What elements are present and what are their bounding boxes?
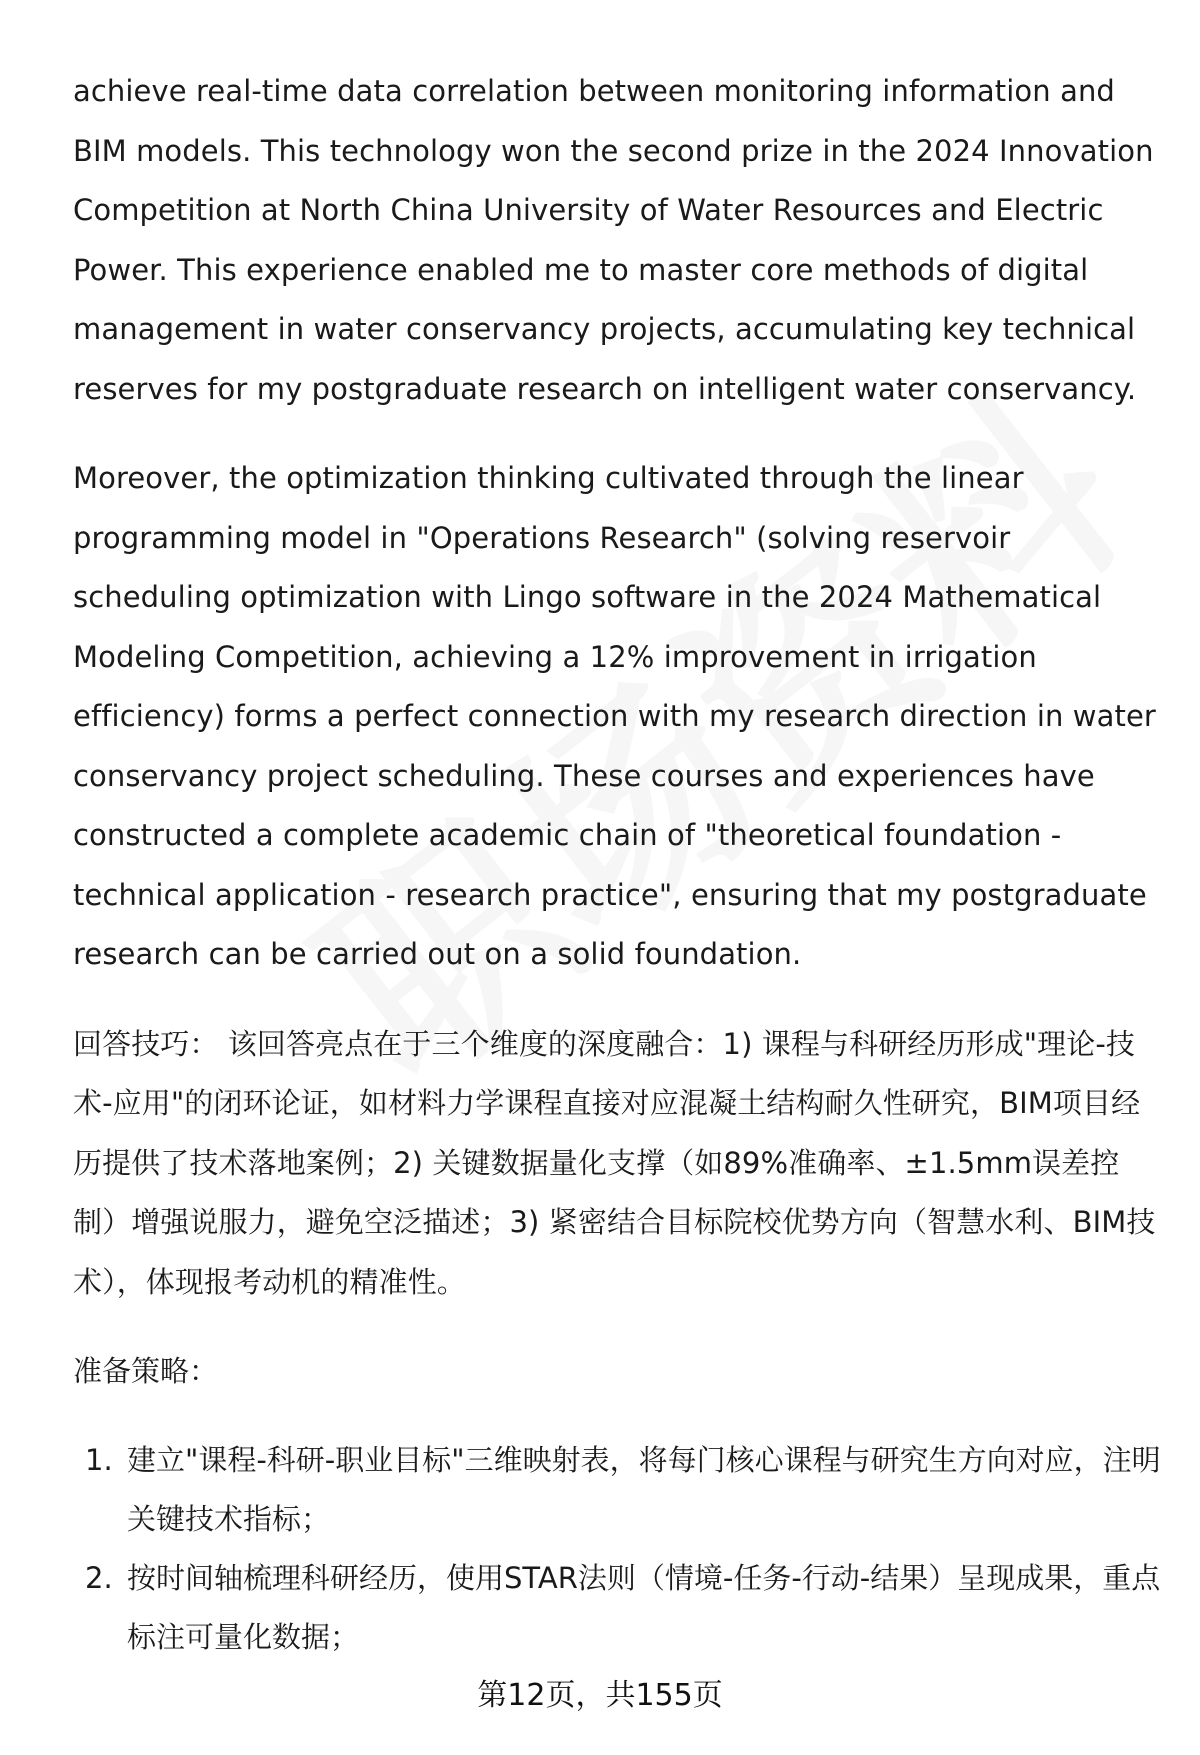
paragraph-bim-experience: achieve real-time data correlation between monitoring information and BIM models. This technology won the second prize in the 2024 Innovation Competition at North China University of Water Resources and Electric Power. This experience enabled me to master core methods of digital management in water conservancy projects, accumulating key technical reserves for my postgraduate research on intelligent water conservancy. [73,74,1154,406]
strategy-list [73,1431,1163,1667]
list-item-number: 1. [85,1443,113,1477]
strategy-heading: 准备策略： [73,1354,219,1388]
answer-tips: 回答技巧： 该回答亮点在于三个维度的深度融合：1) 课程与科研经历形成"理论-技术-应用"的闭环论证，如材料力学课程直接对应混凝土结构耐久性研究，BIM项目经历提供了技术落地案例；2) 关键数据量化支撑（如89%准确率、±1.5mm误差控制）增强说服力，避免空泛描述；3) 紧密结合目标院校优势方向（智慧水利、BIM技术），体现报考动机的精准性。 [73,1026,1156,1299]
page-number: 第12页，共155页 [477,1678,723,1713]
list-item-text: 按时间轴梳理科研经历，使用STAR法则（情境-任务-行动-结果）呈现成果，重点标注可量化数据； [127,1561,1161,1654]
paragraph-operations-research: Moreover, the optimization thinking cultivated through the linear programming model in "Operations Research" (solving reservoir scheduling optimization with Lingo software in the 2024 Mathematical Modeling Competition, achieving a 12% improvement in irrigation efficiency) forms a perfect connection with my research direction in water conservancy project scheduling. These courses and experiences have constructed a complete academic chain of "theoretical foundation - technical application - research practice", ensuring that my postgraduate research can be carried out on a solid foundation. [73,461,1156,971]
list-item-text: 建立"课程-科研-职业目标"三维映射表，将每门核心课程与研究生方向对应，注明关键技术指标； [127,1443,1161,1536]
list-item-number: 2. [85,1561,113,1595]
list-item [73,1431,1163,1549]
list-item [73,1549,1163,1667]
page-content [73,62,1163,1667]
